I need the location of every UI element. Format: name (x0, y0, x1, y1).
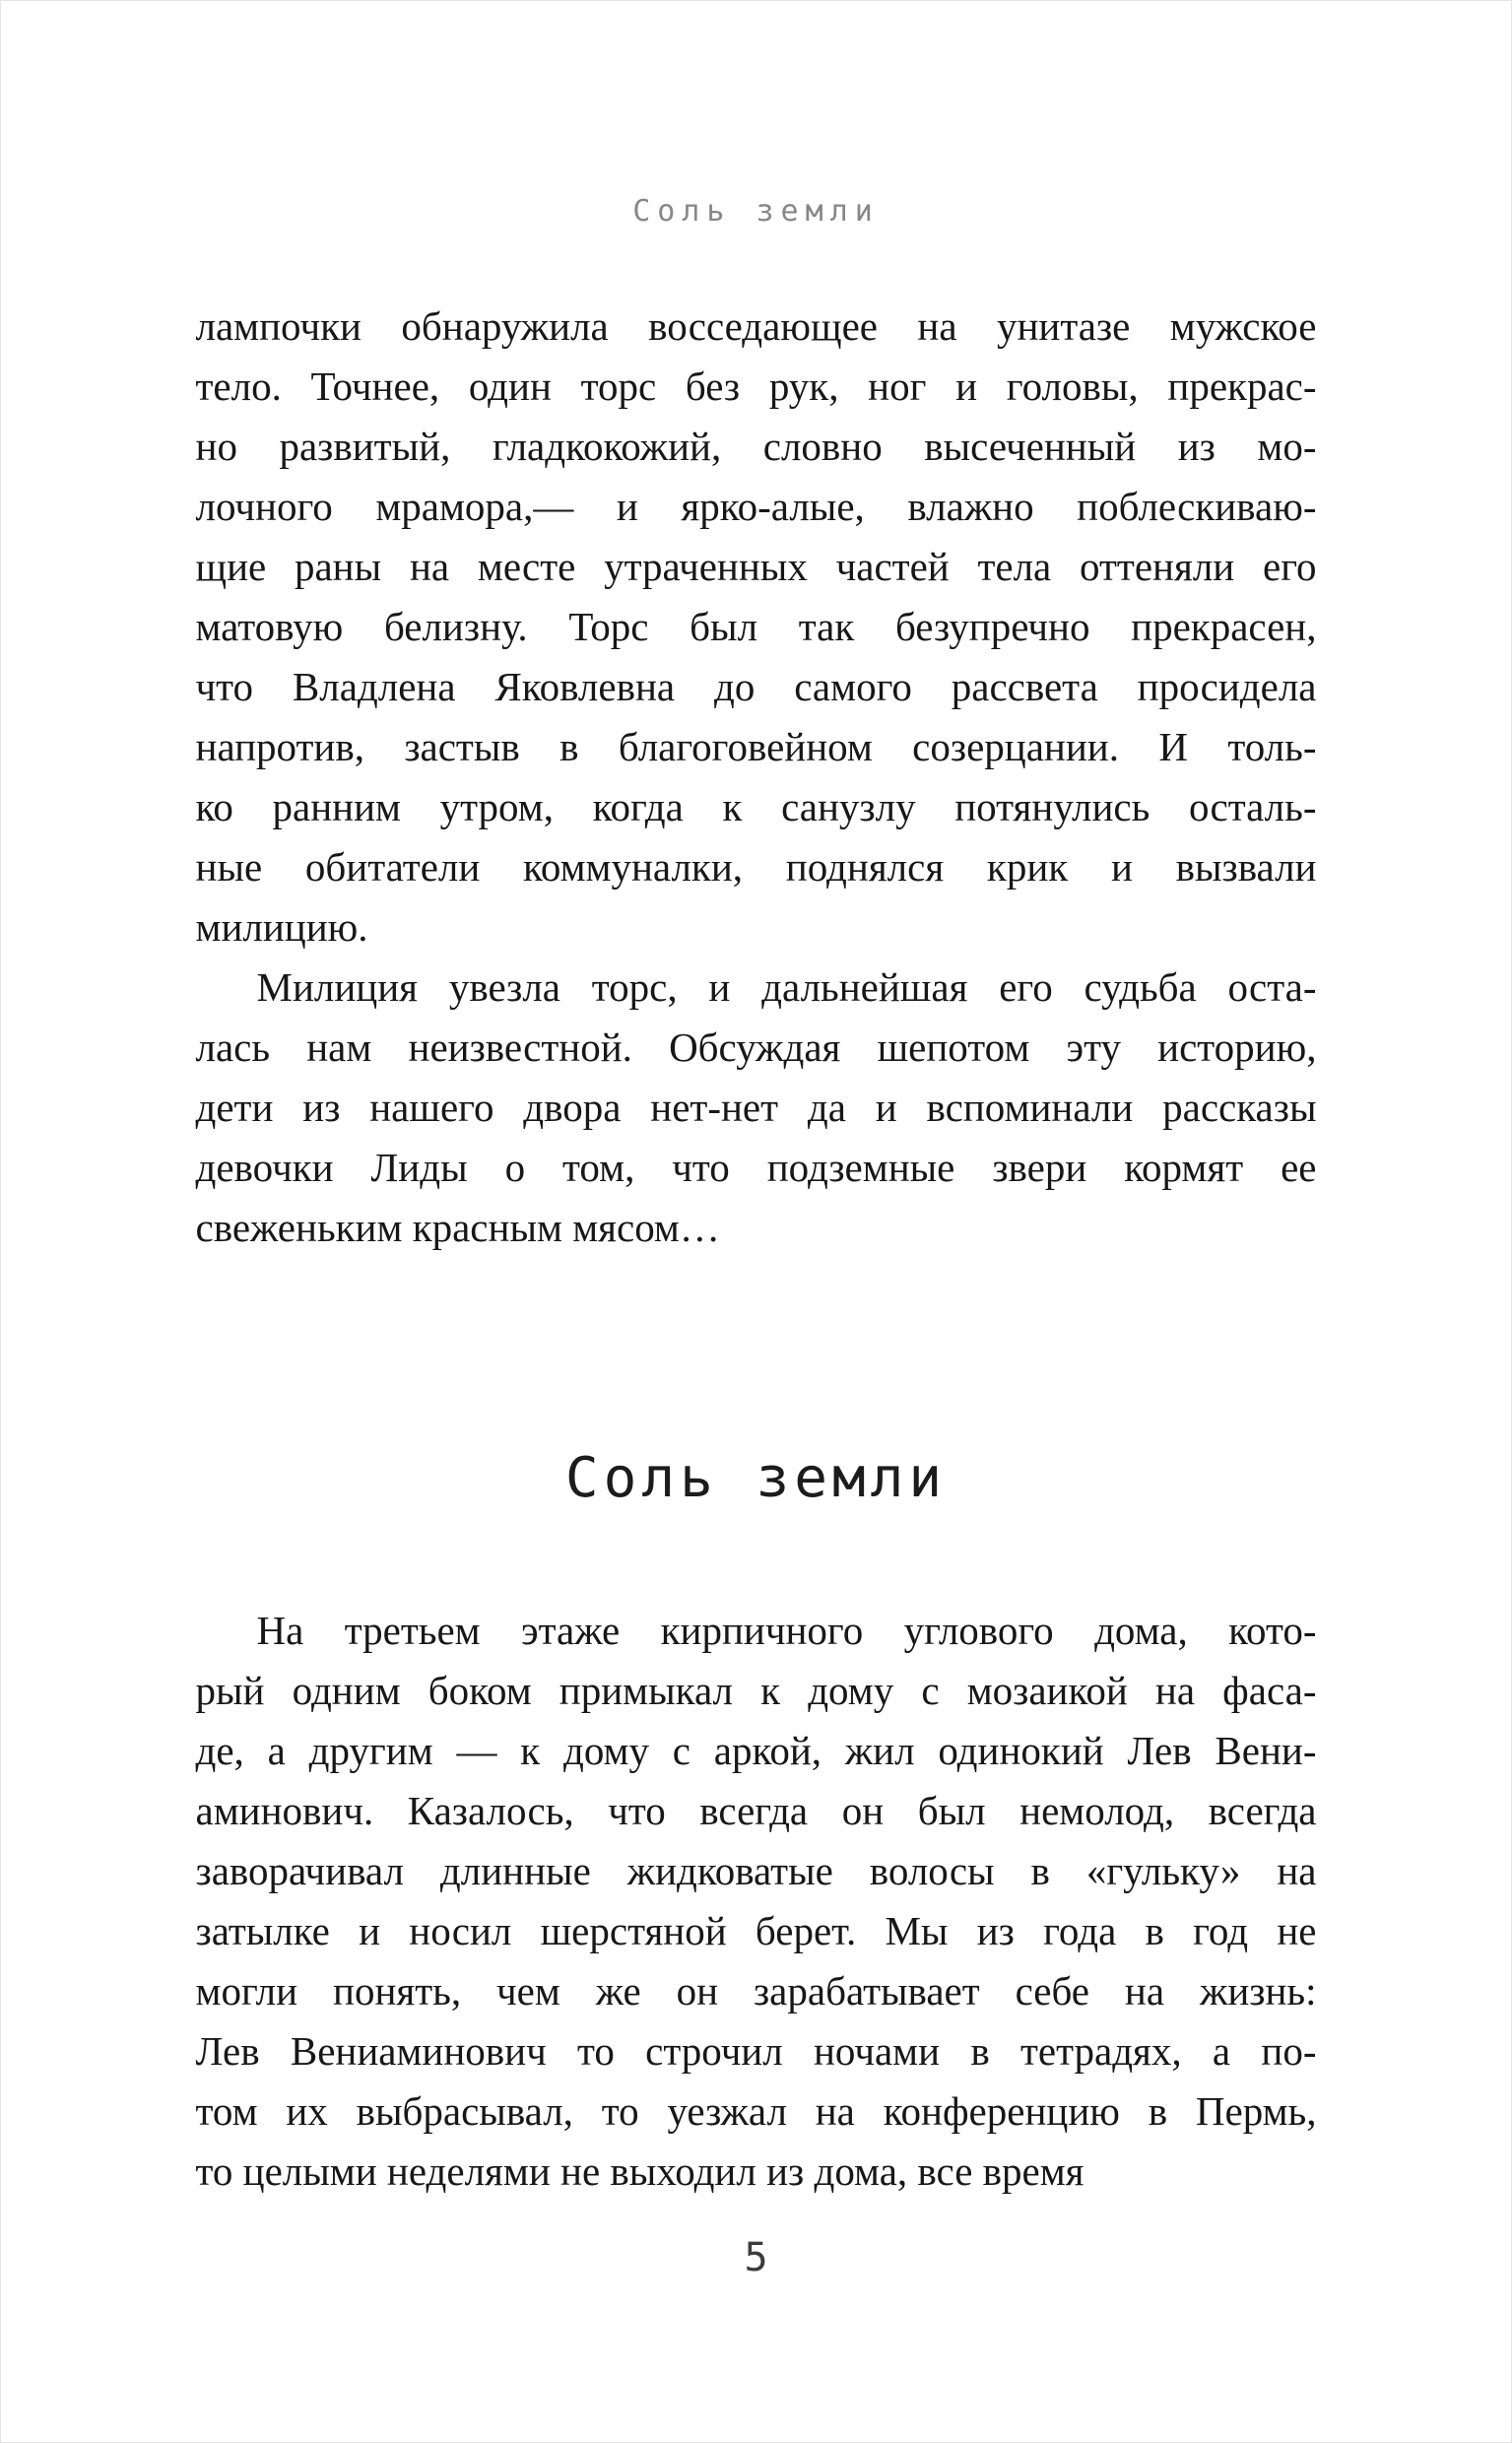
text-line: заворачивал длинные жидковатые волосы в «гульку» на (195, 1848, 1317, 1893)
text-line: Лев Вениаминович то строчил ночами в тетрадях, а по- (195, 2028, 1317, 2074)
paragraph (196, 957, 1317, 1258)
text-block (196, 297, 1317, 2202)
text-line: тело. Точнее, один торс без рук, ног и головы, прекрас- (195, 363, 1317, 409)
running-header: Соль земли (632, 194, 880, 229)
text-line: рый одним боком примыкал к дому с мозаикой на фаса- (195, 1668, 1317, 1713)
section-heading: Соль земли (564, 1446, 948, 1510)
text-line: но развитый, гладкокожий, словно высеченный из мо- (195, 424, 1317, 469)
text-line: На третьем этаже кирпичного углового дома, кото- (256, 1608, 1317, 1653)
text-line: дети из нашего двора нет-нет да и вспоминали рассказы (195, 1085, 1317, 1130)
text-line: аминович. Казалось, что всегда он был немолод, всегда (195, 1788, 1317, 1833)
page-number: 5 (744, 2235, 768, 2280)
text-line: свеженьким красным мясом… (195, 1205, 720, 1250)
text-line: лампочки обнаружила восседающее на унитазе мужское (195, 303, 1317, 349)
text-line: затылке и носил шерстяной берет. Мы из года в год не (195, 1908, 1317, 1953)
body-after-heading (196, 1601, 1317, 2202)
text-line: напротив, застыв в благоговейном созерцании. И толь- (195, 724, 1317, 769)
body-before-heading (196, 297, 1317, 1258)
paragraph (196, 297, 1317, 957)
text-line: что Владлена Яковлевна до самого рассвета просидела (195, 664, 1317, 709)
paragraph (196, 1601, 1317, 2202)
text-line: ко ранним утром, когда к санузлу потянулись осталь- (195, 784, 1317, 829)
text-line: том их выбрасывал, то уезжал на конференцию в Пермь, (195, 2088, 1317, 2134)
text-line: ные обитатели коммуналки, поднялся крик и вызвали (195, 844, 1317, 890)
text-line: девочки Лиды о том, что подземные звери кормят ее (195, 1145, 1317, 1190)
text-line: милицию. (195, 904, 368, 950)
text-line: де, а другим — к дому с аркой, жил одинокий Лев Вени- (195, 1728, 1317, 1773)
text-line: матовую белизну. Торс был так безупречно прекрасен, (195, 604, 1317, 649)
text-line: то целыми неделями не выходил из дома, все время (195, 2148, 1085, 2194)
text-line: могли понять, чем же он зарабатывает себе на жизнь: (195, 1968, 1317, 2014)
text-line: щие раны на месте утраченных частей тела оттеняли его (195, 544, 1317, 589)
text-line: лась нам неизвестной. Обсуждая шепотом эту историю, (195, 1024, 1317, 1070)
text-line: лочного мрамора,— и ярко-алые, влажно поблескиваю- (195, 484, 1317, 529)
text-line: Милиция увезла торс, и дальнейшая его судьба оста- (256, 964, 1317, 1010)
